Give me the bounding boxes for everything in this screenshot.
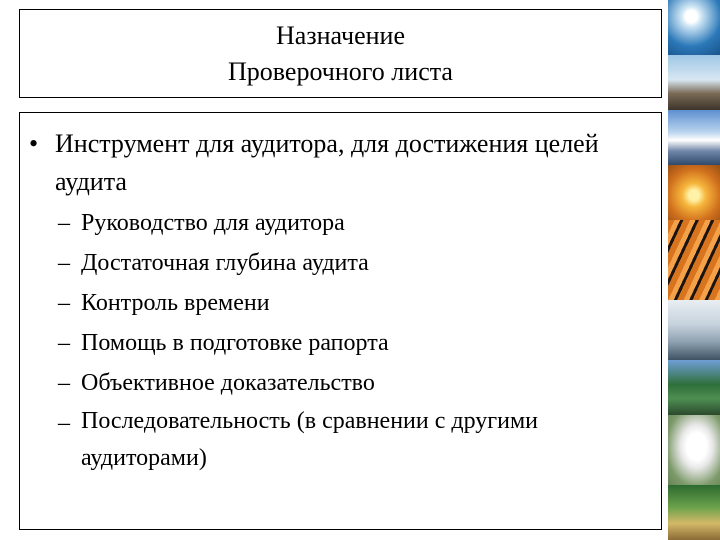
dash-icon: –: [58, 210, 70, 236]
snowy-mountains-photo: [668, 110, 720, 165]
main-bullet-text: Инструмент для аудитора, для достижения целей аудита: [55, 129, 599, 196]
dash-icon: –: [58, 370, 70, 396]
tiger-photo: [668, 220, 720, 300]
title-line-1: Назначение: [276, 20, 405, 50]
decorative-photo-strip: [668, 0, 720, 540]
list-item-text: Последовательность (в сравнении с другими аудиторами): [81, 408, 538, 471]
lake-landscape-photo: [668, 360, 720, 415]
snow-trees-photo: [668, 300, 720, 360]
list-item-text: Руководство для аудитора: [81, 210, 345, 236]
bullet-icon: •: [29, 129, 39, 158]
list-item: [58, 203, 658, 243]
white-bird-photo: [668, 415, 720, 485]
water-splash-photo: [668, 0, 720, 55]
sunset-photo: [668, 165, 720, 220]
green-field-photo: [668, 485, 720, 540]
main-bullet: [29, 125, 649, 201]
list-item: [58, 403, 658, 477]
list-item: [58, 243, 658, 283]
list-item-text: Помощь в подготовке рапорта: [81, 330, 389, 356]
dash-icon: –: [58, 250, 70, 276]
animal-silhouette-photo: [668, 55, 720, 110]
title-line-2: Проверочного листа: [228, 56, 453, 86]
content-box: [19, 112, 662, 530]
list-item-text: Объективное доказательство: [81, 370, 375, 396]
list-item: [58, 323, 658, 363]
list-item-text: Достаточная глубина аудита: [81, 250, 369, 276]
dash-icon: –: [58, 330, 70, 356]
title-box: [19, 9, 662, 98]
dash-icon: –: [58, 410, 70, 436]
sub-list: [58, 203, 658, 477]
dash-icon: –: [58, 290, 70, 316]
list-item-text: Контроль времени: [81, 290, 270, 316]
list-item: [58, 283, 658, 323]
list-item: [58, 363, 658, 403]
